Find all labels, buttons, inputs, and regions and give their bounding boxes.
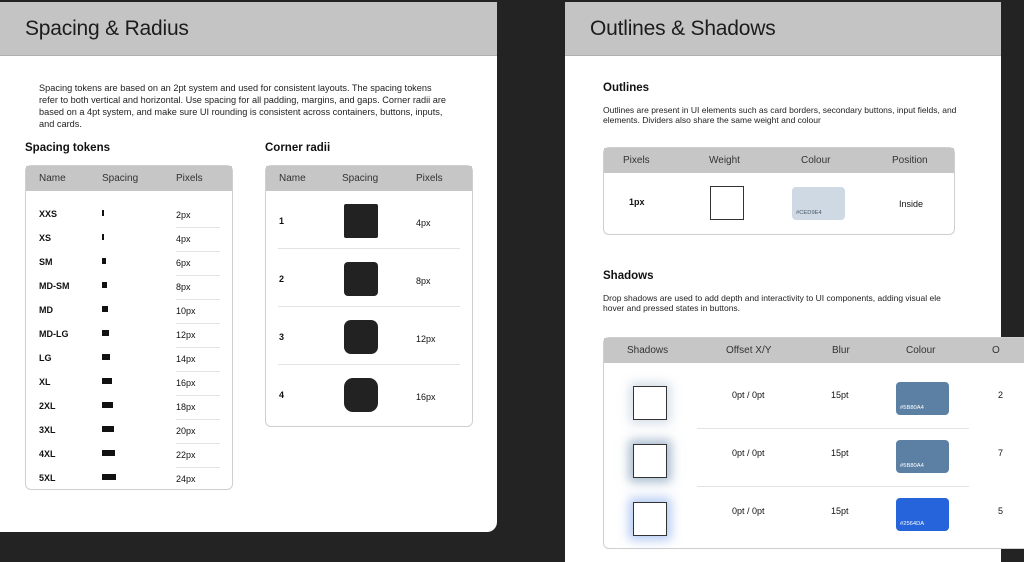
token-name: 5XL	[39, 473, 56, 483]
token-pixels: 8px	[176, 282, 191, 292]
column-header-colour: Colour	[801, 155, 831, 166]
shadow-colour-swatch	[896, 498, 949, 531]
spacing-bar	[102, 402, 113, 408]
spacing-bar	[102, 234, 104, 240]
token-pixels: 22px	[176, 450, 196, 460]
radius-name: 3	[279, 332, 285, 342]
swatch-hex-label: #5B80A4	[900, 405, 924, 411]
column-header-name: Name	[279, 173, 306, 184]
table-header	[266, 166, 472, 191]
table-row	[266, 191, 472, 249]
spacing-bar	[102, 330, 109, 336]
token-pixels: 18px	[176, 402, 196, 412]
spacing-bar	[102, 474, 116, 480]
table-row	[266, 365, 472, 423]
column-header-weight: Weight	[709, 155, 740, 166]
intro-text: Spacing tokens are based on an 2pt system and used for consistent layouts. The spacing tokens refer to both vertical and horizontal. Use spacing for all padding, margins, and gaps. Corner radii are based on a 4pt system, and make sure UI rounding is consistent across containers, buttons, inputs, and cards.	[39, 83, 447, 129]
shadow-colour-swatch	[896, 440, 949, 473]
outlines-desc-line-2: elements. Dividers also share the same weight and colour	[603, 115, 821, 125]
column-header-shadows: Shadows	[627, 345, 669, 356]
panel-title: Spacing & Radius	[25, 17, 189, 40]
table-row	[266, 249, 472, 307]
outlines-title: Outlines	[603, 82, 650, 94]
token-name: XL	[39, 377, 51, 387]
shadow-colour-swatch	[896, 382, 949, 415]
table-row	[26, 468, 232, 492]
shadows-title: Shadows	[603, 270, 654, 282]
corner-radii-title: Corner radii	[265, 142, 331, 154]
radius-pixels: 4px	[416, 218, 431, 228]
swatch-hex-label: #CED9E4	[796, 210, 822, 216]
token-name: MD	[39, 305, 53, 315]
spacing-bar	[102, 306, 108, 312]
outlines-shadows-panel	[565, 2, 1004, 562]
spacing-bar	[102, 354, 110, 360]
radius-sample	[344, 262, 378, 296]
table-header	[604, 148, 954, 173]
spacing-radius-panel	[0, 2, 497, 532]
table-row	[26, 228, 232, 252]
token-pixels: 16px	[176, 378, 196, 388]
spacing-bar	[102, 258, 106, 264]
table-row	[26, 444, 232, 468]
column-header-pixels: Pixels	[623, 155, 650, 166]
token-name: 3XL	[39, 425, 56, 435]
radius-name: 4	[279, 390, 285, 400]
shadow-sample	[633, 502, 667, 536]
shadow-blur: 15pt	[831, 506, 849, 516]
swatch-hex-label: #2564DA	[900, 521, 925, 527]
radius-name: 1	[279, 216, 285, 226]
column-header-position: Position	[892, 155, 928, 166]
spacing-tokens-table	[25, 165, 233, 490]
column-header-spacing: Spacing	[102, 173, 139, 184]
token-name: 2XL	[39, 401, 56, 411]
table-row	[26, 324, 232, 348]
spacing-bar	[102, 378, 112, 384]
shadow-opacity: 2	[998, 390, 1004, 400]
token-pixels: 12px	[176, 330, 196, 340]
spacing-bar	[102, 450, 115, 456]
token-pixels: 14px	[176, 354, 196, 364]
token-pixels: 6px	[176, 258, 191, 268]
outline-pixels: 1px	[629, 197, 645, 207]
shadow-offset: 0pt / 0pt	[732, 390, 765, 400]
spacing-bar	[102, 426, 114, 432]
table-row	[26, 300, 232, 324]
spacing-bar	[102, 210, 104, 216]
table-row	[604, 429, 1024, 487]
column-header-spacing: Spacing	[342, 173, 379, 184]
column-header-opacity: O	[992, 345, 1000, 356]
outline-colour-swatch	[792, 187, 845, 220]
token-pixels: 24px	[176, 474, 196, 484]
table-row	[26, 276, 232, 300]
table-row	[26, 372, 232, 396]
shadow-opacity: 7	[998, 448, 1004, 458]
shadow-offset: 0pt / 0pt	[732, 448, 765, 458]
outline-position: Inside	[899, 199, 924, 209]
radius-pixels: 8px	[416, 276, 431, 286]
shadow-offset: 0pt / 0pt	[732, 506, 765, 516]
swatch-hex-label: #5B80A4	[900, 463, 924, 469]
token-name: XS	[39, 233, 52, 243]
column-header-colour: Colour	[906, 345, 936, 356]
table-header	[604, 338, 1024, 363]
radius-pixels: 16px	[416, 392, 436, 402]
column-header-blur: Blur	[832, 345, 850, 356]
token-name: 4XL	[39, 449, 56, 459]
table-row	[26, 252, 232, 276]
panel-header	[565, 2, 1001, 56]
table-row	[266, 307, 472, 365]
spacing-tokens-title: Spacing tokens	[25, 142, 110, 154]
table-row	[604, 487, 1024, 545]
outlines-desc-line-1: Outlines are present in UI elements such as card borders, secondary buttons, input fields, and	[603, 105, 957, 115]
table-row	[26, 204, 232, 228]
column-header-pixels: Pixels	[416, 173, 443, 184]
shadows-table	[603, 337, 1024, 549]
shadows-desc-line-1: Drop shadows are used to add depth and interactivity to UI components, adding visual ele	[603, 293, 941, 303]
table-row	[26, 420, 232, 444]
radius-sample	[344, 320, 378, 354]
table-row	[26, 396, 232, 420]
token-name: LG	[39, 353, 52, 363]
table-header	[26, 166, 232, 191]
radius-sample	[344, 378, 378, 412]
shadow-opacity: 5	[998, 506, 1004, 516]
shadow-blur: 15pt	[831, 448, 849, 458]
shadow-sample	[633, 444, 667, 478]
column-header-pixels: Pixels	[176, 173, 203, 184]
shadow-sample	[633, 386, 667, 420]
shadows-desc-line-2: hover and pressed states in buttons.	[603, 303, 741, 313]
outline-weight-sample	[710, 186, 744, 220]
column-header-name: Name	[39, 173, 66, 184]
radius-name: 2	[279, 274, 285, 284]
panel-header	[0, 2, 497, 56]
token-name: MD-LG	[39, 329, 69, 339]
radius-sample	[344, 204, 378, 238]
spacing-bar	[102, 282, 107, 288]
corner-radii-table	[265, 165, 473, 427]
column-header-offset: Offset X/Y	[726, 345, 772, 356]
token-pixels: 20px	[176, 426, 196, 436]
shadow-blur: 15pt	[831, 390, 849, 400]
token-name: SM	[39, 257, 53, 267]
outlines-table	[603, 147, 955, 235]
token-pixels: 2px	[176, 210, 191, 220]
table-row	[604, 371, 1024, 429]
token-pixels: 10px	[176, 306, 196, 316]
token-name: MD-SM	[39, 281, 70, 291]
token-pixels: 4px	[176, 234, 191, 244]
table-row	[26, 348, 232, 372]
panel-title: Outlines & Shadows	[590, 17, 776, 40]
radius-pixels: 12px	[416, 334, 436, 344]
token-name: XXS	[39, 209, 58, 219]
